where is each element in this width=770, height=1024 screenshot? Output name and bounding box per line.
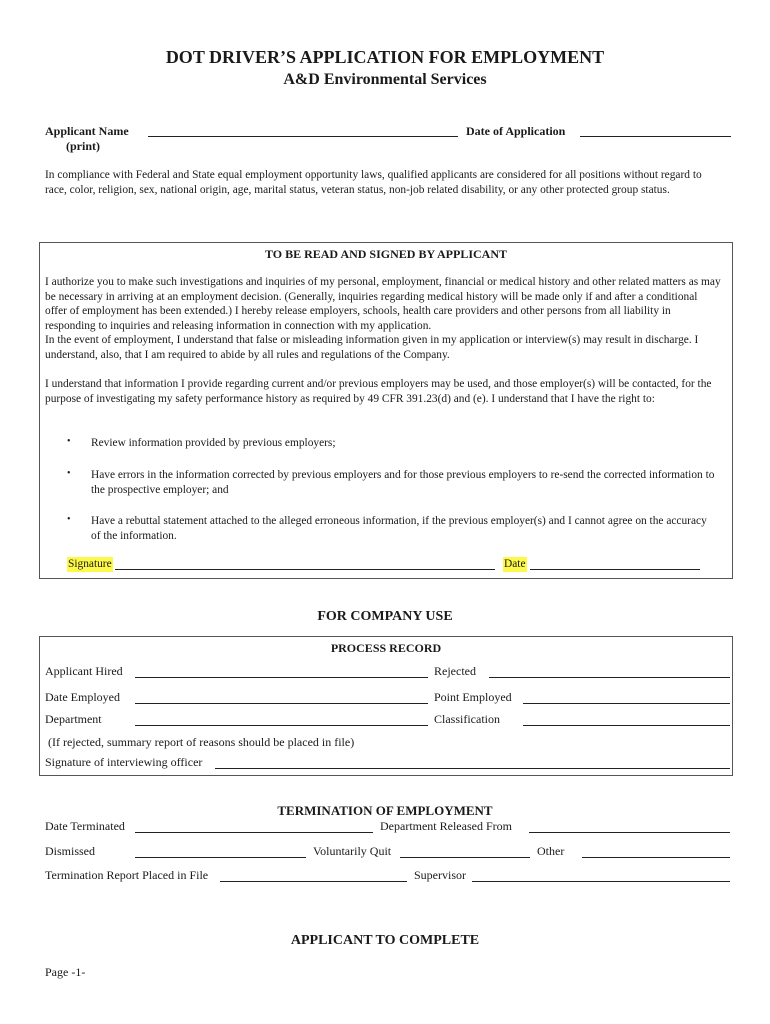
date-employed-field[interactable] <box>135 703 428 704</box>
authorization-paragraph-3: I understand that information I provide regarding current and/or previous employers may be used, and those employer(s) will be contacted, for the purpose of investigating my safety performance history as required by 49 CFR 391.23(d) and (e). I understand that I have the right to: <box>45 378 712 405</box>
applicant-name-field[interactable] <box>148 136 458 137</box>
termination-heading: TERMINATION OF EMPLOYMENT <box>277 803 493 818</box>
classification-field[interactable] <box>523 725 730 726</box>
bullet-icon: • <box>67 468 71 479</box>
bullet-icon: • <box>67 514 71 525</box>
termination-report-label: Termination Report Placed in File <box>45 868 209 882</box>
eeo-statement: In compliance with Federal and State equal employment opportunity laws, qualified applicants are considered for all positions without regard to race, color, religion, sex, national origin, age, marital status, veteran status, non-job related disability, or any other protected group status. <box>45 169 702 196</box>
signature-date-field[interactable] <box>530 569 700 570</box>
classification-label: Classification <box>434 712 500 726</box>
interviewer-signature-label: Signature of interviewing officer <box>45 755 203 769</box>
rejected-label: Rejected <box>434 664 476 678</box>
page-number: Page -1- <box>45 965 86 979</box>
signature-date-label: Date <box>504 558 526 570</box>
rejection-note: (If rejected, summary report of reasons should be placed in file) <box>48 735 355 749</box>
termination-report-field[interactable] <box>220 881 407 882</box>
rejected-field[interactable] <box>489 677 730 678</box>
bullet-icon: • <box>67 436 71 447</box>
authorization-paragraph-2: In the event of employment, I understand that false or misleading information given in my application or interview(s) may result in discharge. I understand, also, that I am required to abide by all rules and regulations of the Company. <box>45 334 699 361</box>
date-of-application-field[interactable] <box>580 136 731 137</box>
dismissed-label: Dismissed <box>45 844 96 858</box>
date-of-application-label: Date of Application <box>466 124 566 138</box>
applicant-to-complete-heading: APPLICANT TO COMPLETE <box>290 933 480 948</box>
department-released-label: Department Released From <box>380 819 512 833</box>
print-label: (print) <box>66 139 100 153</box>
company-use-heading: FOR COMPANY USE <box>317 609 453 624</box>
right-item-3: Have a rebuttal statement attached to the alleged erroneous information, if the previous employer(s) and I cannot agree on the accuracy of the information. <box>91 515 707 542</box>
right-item-2: Have errors in the information corrected by previous employers and for those previous employers to re-send the corrected information to the prospective employer; and <box>91 469 715 496</box>
process-record-heading: PROCESS RECORD <box>330 641 442 655</box>
point-employed-field[interactable] <box>523 703 730 704</box>
applicant-signature-field[interactable] <box>115 569 495 570</box>
dismissed-field[interactable] <box>135 857 306 858</box>
right-item-1: Review information provided by previous employers; <box>91 437 336 449</box>
date-terminated-field[interactable] <box>135 832 373 833</box>
department-field[interactable] <box>135 725 428 726</box>
applicant-hired-label: Applicant Hired <box>45 664 123 678</box>
supervisor-field[interactable] <box>472 881 730 882</box>
authorization-heading: TO BE READ AND SIGNED BY APPLICANT <box>264 247 508 261</box>
voluntarily-quit-label: Voluntarily Quit <box>313 844 392 858</box>
department-label: Department <box>45 712 102 726</box>
signature-label: Signature <box>68 558 112 570</box>
point-employed-label: Point Employed <box>434 690 512 704</box>
document-title: DOT DRIVER’S APPLICATION FOR EMPLOYMENT <box>165 47 605 67</box>
supervisor-label: Supervisor <box>414 868 466 882</box>
applicant-name-label: Applicant Name <box>45 124 129 138</box>
applicant-hired-field[interactable] <box>135 677 428 678</box>
interviewer-signature-field[interactable] <box>215 768 730 769</box>
other-field[interactable] <box>582 857 730 858</box>
other-label: Other <box>537 844 565 858</box>
date-employed-label: Date Employed <box>45 690 120 704</box>
date-terminated-label: Date Terminated <box>45 819 125 833</box>
authorization-paragraph-1: I authorize you to make such investigations and inquiries of my personal, employment, financial or medical history and other related matters as may be necessary in arriving at an employment decision. (Generally, inquiries regarding medical history will be made only if and after a conditional offer of employment has been extended.) I hereby release employers, schools, health care providers and other persons from all liability in responding to inquiries and releasing information in connection with my application. <box>45 276 721 332</box>
company-name: A&D Environmental Services <box>283 71 487 88</box>
voluntarily-quit-field[interactable] <box>400 857 530 858</box>
department-released-field[interactable] <box>529 832 730 833</box>
